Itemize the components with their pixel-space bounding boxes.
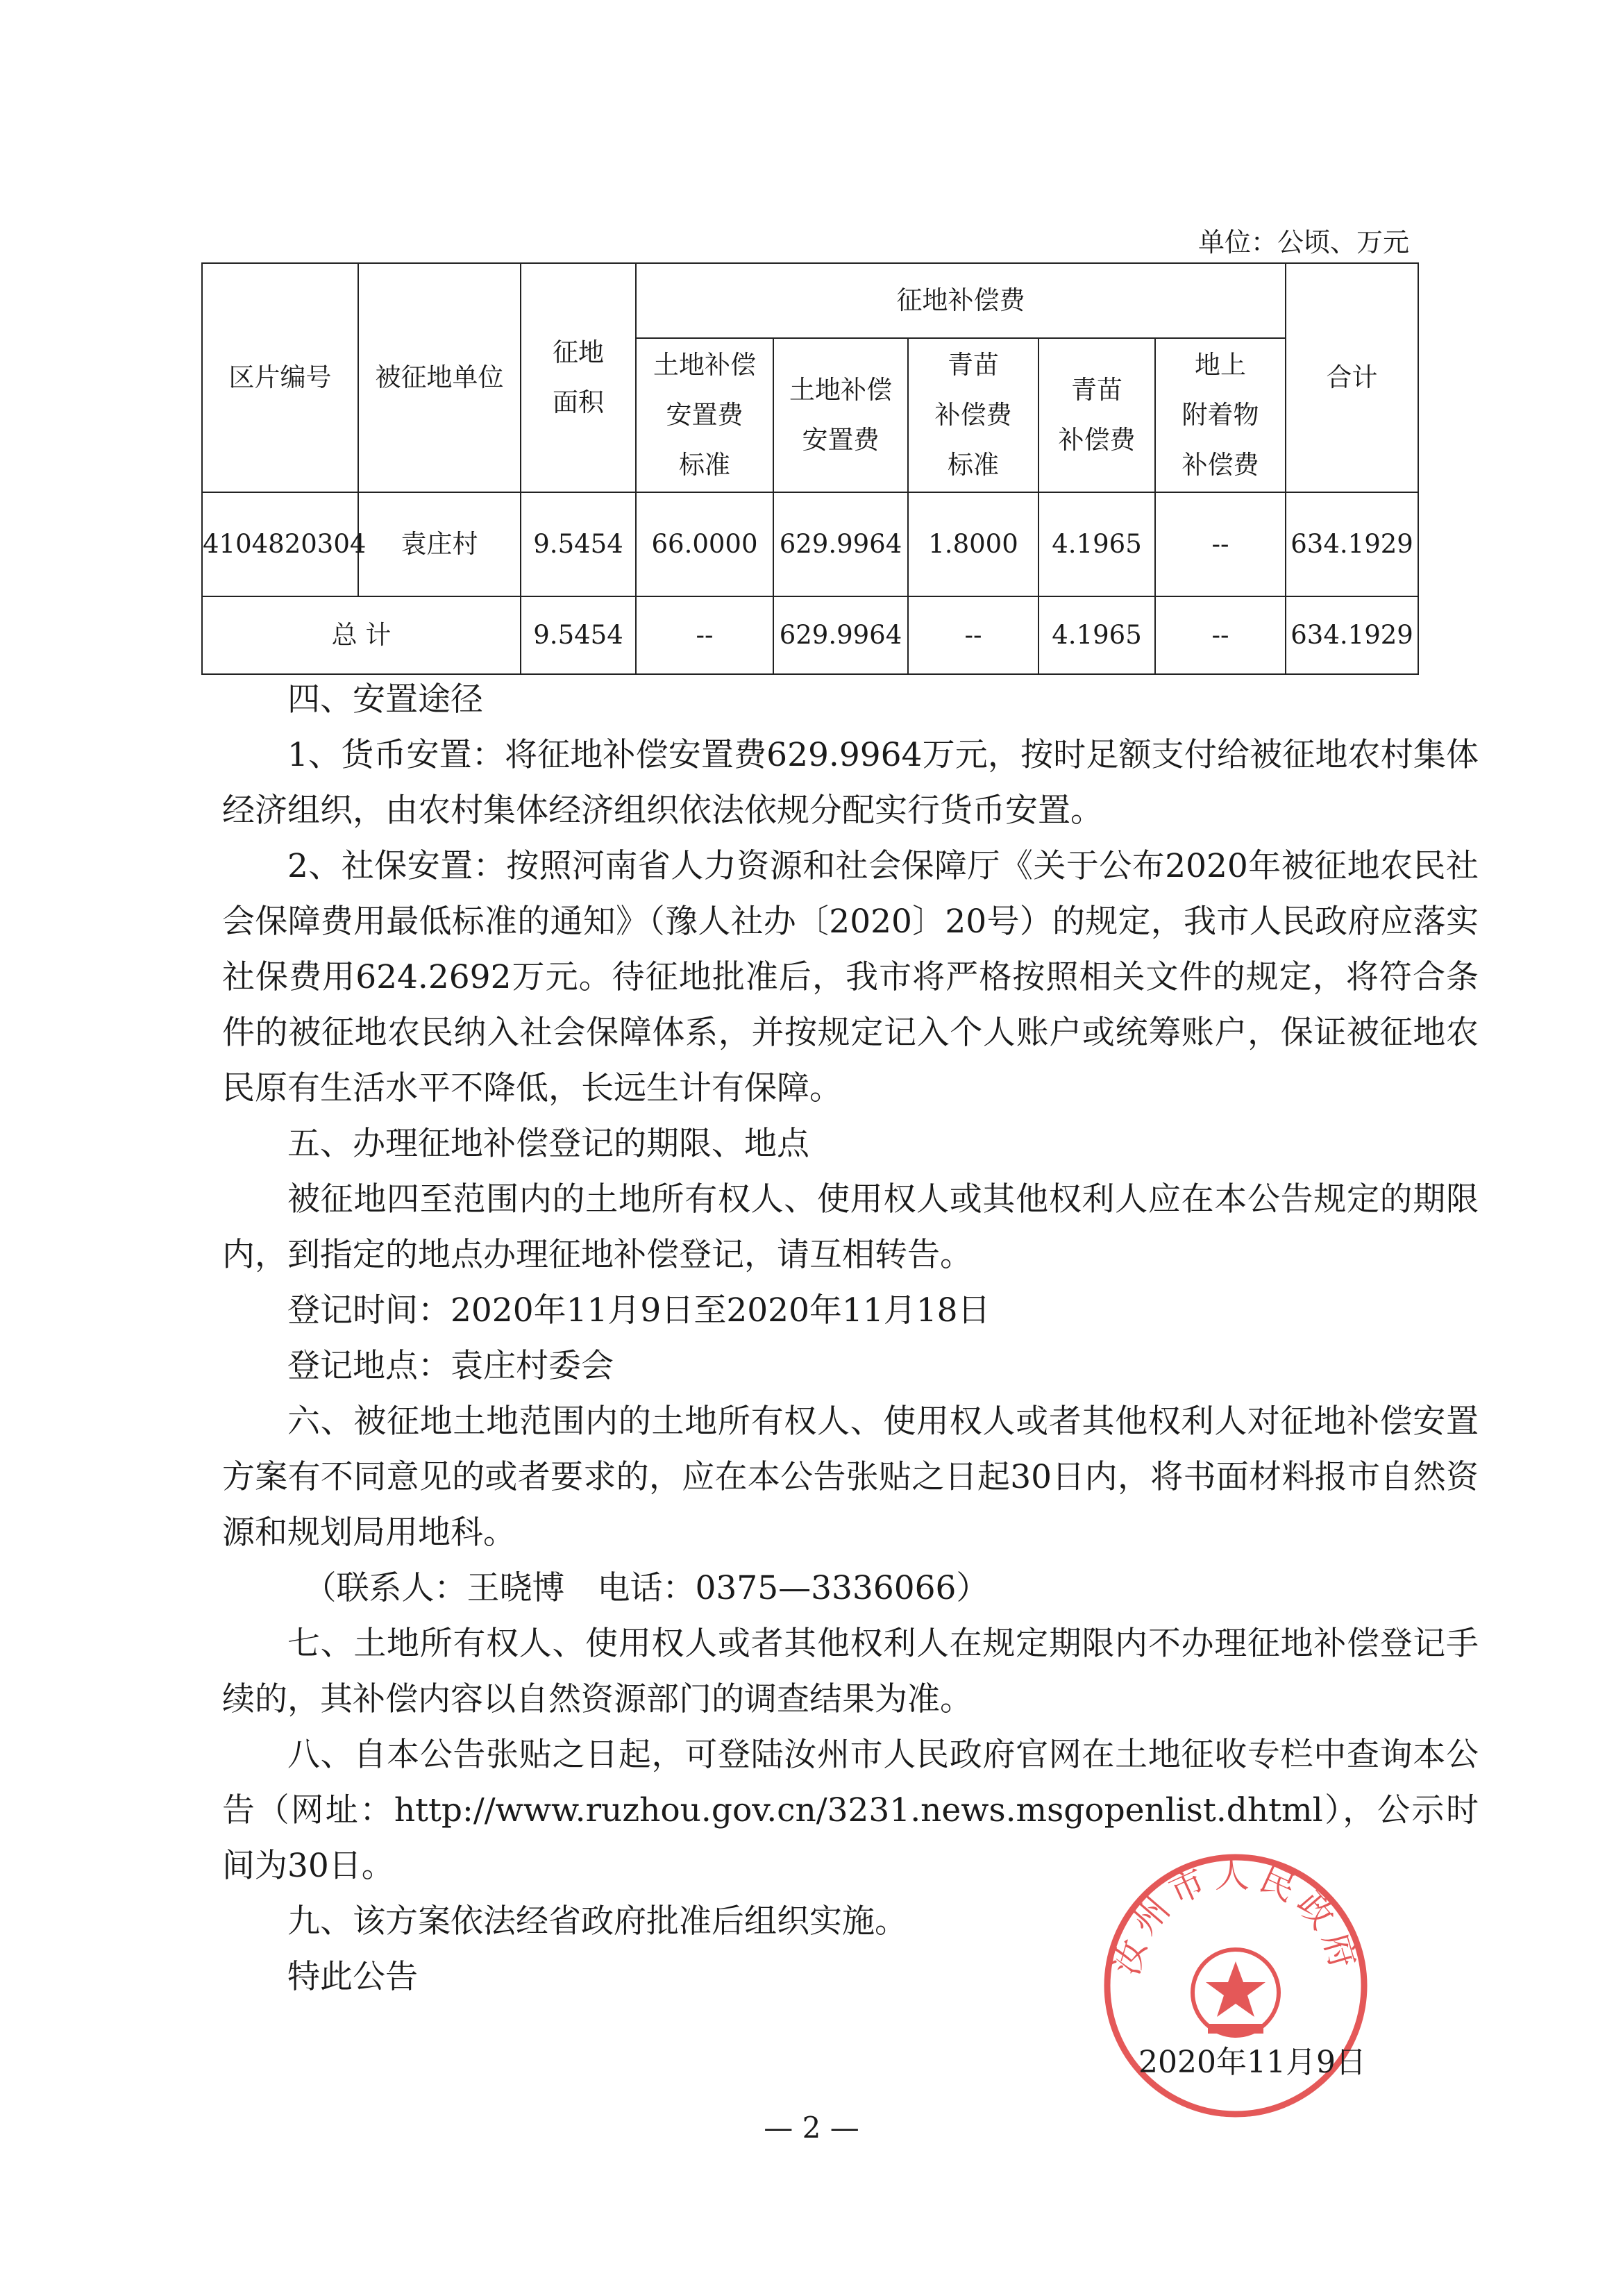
total-crop-fee: 4.1965 [1038, 596, 1155, 674]
header-crop-std-line3: 标准 [948, 450, 999, 480]
section-7: 七、土地所有权人、使用权人或者其他权利人在规定期限内不办理征地补偿登记手续的，其补偿内容以自然资源部门的调查结果为准。 [222, 1625, 1479, 1718]
header-land-fee-line2: 安置费 [802, 425, 880, 455]
header-crop-fee [1038, 338, 1155, 492]
header-crop-fee-line2: 补偿费 [1058, 425, 1136, 455]
header-land-fee-line1: 土地补偿 [789, 375, 892, 405]
issue-date: 2020年11月9日 [1138, 2045, 1366, 2080]
header-attach-fee-line1: 地上 [1195, 350, 1247, 380]
total-row [202, 596, 1418, 674]
section-4-title: 四、安置途径 [287, 680, 483, 719]
cell-unit: 袁庄村 [358, 492, 521, 596]
cell-crop-fee: 4.1965 [1038, 492, 1155, 596]
page-number: — 2 — [764, 2111, 859, 2145]
header-total: 合计 [1286, 263, 1418, 492]
section-4-cash: 1、货币安置：将征地补偿安置费629.9964万元，按时足额支付给被征地农村集体经济组织，由农村集体经济组织依法依规分配实行货币安置。 [222, 736, 1479, 830]
contact-info: （联系人：王晓博 电话：0375—3336066） [303, 1569, 989, 1607]
header-crop-std-line2: 补偿费 [934, 400, 1012, 430]
header-area-line1: 征地 [553, 337, 604, 367]
header-land-std-line3: 标准 [679, 450, 730, 480]
header-compensation-group: 征地补偿费 [636, 263, 1286, 338]
cell-block-no: 4104820304 [202, 492, 358, 596]
section-9: 九、该方案依法经省政府批准后组织实施。 [287, 1902, 907, 1941]
compensation-table [201, 262, 1419, 675]
national-emblem-icon [1193, 1950, 1279, 2036]
total-crop-std: -- [908, 596, 1038, 674]
cell-area: 9.5454 [521, 492, 636, 596]
header-land-fee [773, 338, 908, 492]
header-area [521, 263, 636, 492]
registration-time: 登记时间：2020年11月9日至2020年11月18日 [287, 1291, 991, 1330]
header-crop-fee-line1: 青苗 [1071, 375, 1122, 405]
total-land-fee: 629.9964 [773, 596, 908, 674]
official-seal [1097, 1847, 1374, 2125]
total-label: 总 计 [202, 596, 521, 674]
seal-text-path: 汝州市人民政府 [1106, 1855, 1365, 1979]
cell-crop-std: 1.8000 [908, 492, 1038, 596]
header-unit: 被征地单位 [358, 263, 521, 492]
header-land-std-line2: 安置费 [666, 400, 743, 430]
cell-total: 634.1929 [1286, 492, 1418, 596]
header-area-line2: 面积 [553, 387, 604, 417]
section-6: 六、被征地土地范围内的土地所有权人、使用权人或者其他权利人对征地补偿安置方案有不同意见的或者要求的，应在本公告张贴之日起30日内，将书面材料报市自然资源和规划局用地科。 [222, 1402, 1479, 1552]
header-block-no: 区片编号 [202, 263, 358, 492]
seal-text [1106, 1855, 1365, 1979]
cell-land-fee: 629.9964 [773, 492, 908, 596]
section-4-social-security: 2、社保安置：按照河南省人力资源和社会保障厅《关于公布2020年被征地农民社会保障费用最低标准的通知》（豫人社办〔2020〕20号）的规定，我市人民政府应落实社保费用624.2692万元。待征地批准后，我市将严格按照相关文件的规定，将符合条件的被征地农民纳入社会保障体系，并按规定记入个人账户或统筹账户，保证被征地农民原有生活水平不降低，长远生计有保障。 [222, 847, 1479, 1107]
table-row [202, 492, 1418, 596]
section-5-title: 五、办理征地补偿登记的期限、地点 [287, 1125, 809, 1163]
header-land-std [636, 338, 773, 492]
header-attach-fee-line2: 附着物 [1181, 400, 1259, 430]
total-land-std: -- [636, 596, 773, 674]
registration-place: 登记地点：袁庄村委会 [287, 1347, 614, 1385]
closing-text: 特此公告 [287, 1958, 418, 1996]
notice-body [222, 672, 1479, 2005]
cell-attach-fee: -- [1155, 492, 1286, 596]
unit-label: 单位：公顷、万元 [1197, 227, 1409, 258]
section-5-paragraph: 被征地四至范围内的土地所有权人、使用权人或其他权利人应在本公告规定的期限内，到指定的地点办理征地补偿登记，请互相转告。 [222, 1180, 1479, 1274]
section-8: 八、自本公告张贴之日起，可登陆汝州市人民政府官网在土地征收专栏中查询本公告（网址：http://www.ruzhou.gov.cn/3231.news.msgopenlist.dhtml），公示时间为30日。 [222, 1736, 1479, 1885]
total-attach-fee: -- [1155, 596, 1286, 674]
header-crop-std [908, 338, 1038, 492]
total-area: 9.5454 [521, 596, 636, 674]
cell-land-std: 66.0000 [636, 492, 773, 596]
header-crop-std-line1: 青苗 [948, 350, 999, 380]
total-total: 634.1929 [1286, 596, 1418, 674]
header-attach-fee [1155, 338, 1286, 492]
header-land-std-line1: 土地补偿 [653, 350, 756, 380]
header-attach-fee-line3: 补偿费 [1181, 450, 1259, 480]
